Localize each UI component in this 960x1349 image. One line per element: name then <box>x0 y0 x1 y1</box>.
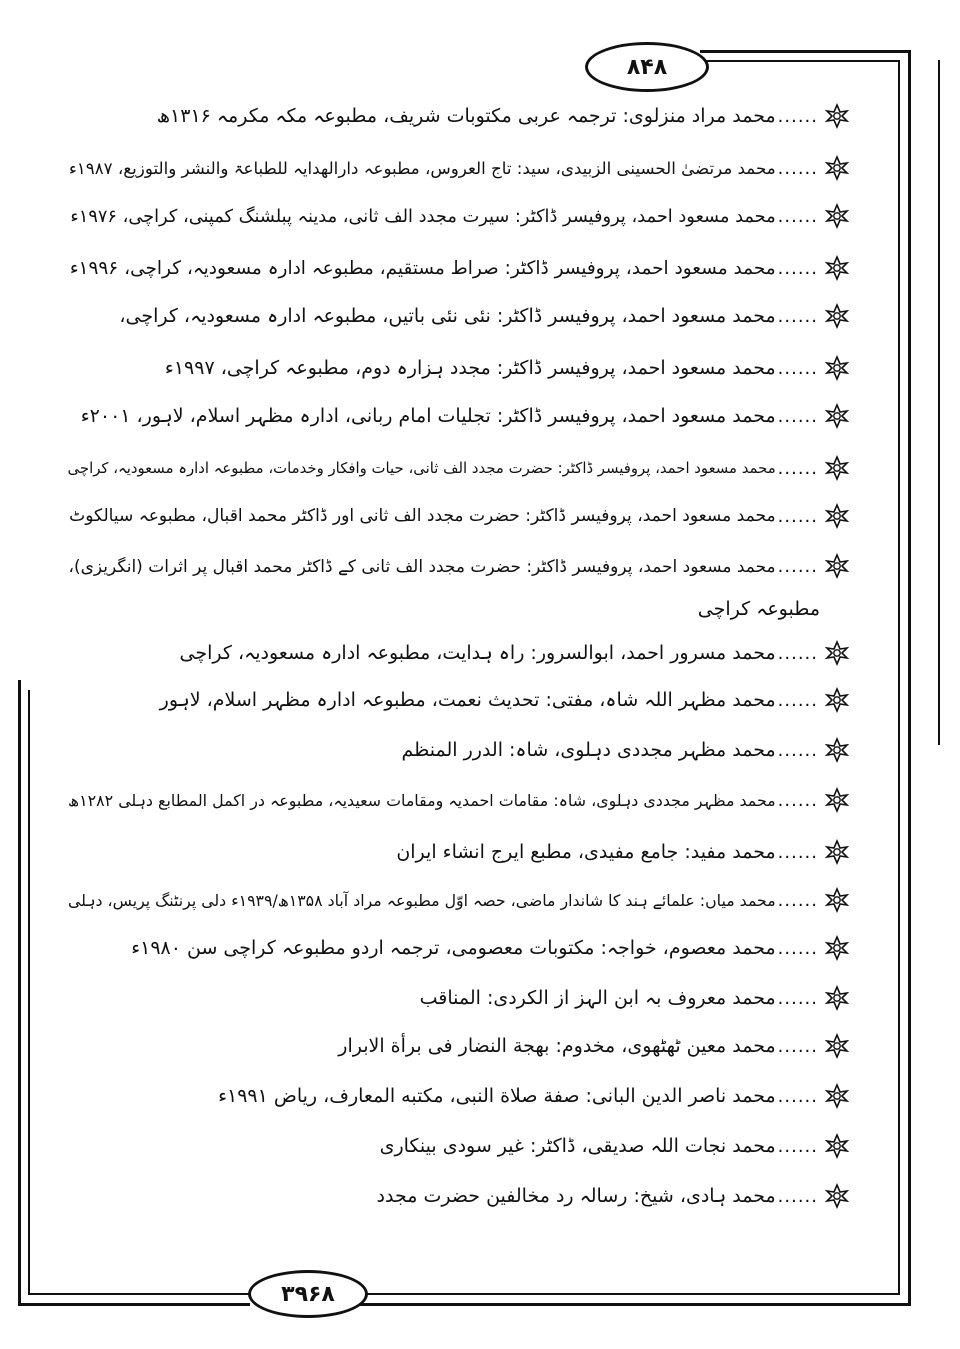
star-bullet-icon <box>824 203 850 229</box>
bibliography-entry <box>338 1028 850 1064</box>
bibliography-entry <box>380 1128 850 1164</box>
leader-dots: ...... <box>777 987 818 1009</box>
entry-text: محمد مظہر مجددی دہلوی، شاہ: الدرر المنظم <box>401 739 776 761</box>
star-bullet-icon <box>824 303 850 329</box>
top-page-number-text: ۸۴۸ <box>626 54 668 80</box>
star-bullet-icon <box>824 403 850 429</box>
entry-text: محمد مسرور احمد، ابوالسرور: راہ ہدایت، مطبوعہ ادارہ مسعودیہ، کراچی <box>179 642 776 664</box>
bibliography-entry <box>377 1178 850 1214</box>
leader-dots: ...... <box>777 555 818 577</box>
star-bullet-icon <box>824 1133 850 1159</box>
star-bullet-icon <box>824 1083 850 1109</box>
bibliography-entry <box>180 635 850 671</box>
entry-text: محمد میاں: علمائے ہند کا شاندار ماضی، حصہ اوّل مطبوعہ مراد آباد ۱۳۵۸ھ/۱۹۳۹ء دلی پرنٹنگ پریس، دہلی <box>67 890 776 910</box>
star-bullet-icon <box>824 839 850 865</box>
leader-dots: ...... <box>777 105 818 127</box>
leader-dots: ...... <box>777 841 818 863</box>
entry-text: محمد مسعود احمد، پروفیسر ڈاکٹر: حضرت مجدد الف ثانی کے ڈاکٹر محمد اقبال پر اثرات (انگریزی)، <box>68 556 776 577</box>
entry-text: محمد مسعود احمد، پروفیسر ڈاکٹر: حضرت مجدد الف ثانی اور ڈاکٹر محمد اقبال، مطبوعہ سیالکوٹ <box>69 506 776 526</box>
leader-dots: ...... <box>777 789 818 811</box>
star-bullet-icon <box>824 985 850 1011</box>
bottom-page-number <box>248 1270 368 1318</box>
entry-text: محمد مسعود احمد، پروفیسر ڈاکٹر: مجدد ہزارہ دوم، مطبوعہ کراچی، ۱۹۹۷ء <box>164 357 776 379</box>
frame-bottom-right-outer <box>360 1303 911 1306</box>
entry-text: محمد معین ٹھٹھوی، مخدوم: بھجة النضار فی برأة الابرار <box>338 1035 776 1057</box>
frame-top-line-inner <box>700 60 900 62</box>
leader-dots: ...... <box>777 357 818 379</box>
entry-text: محمد نجات اللہ صدیقی، ڈاکٹر: غیر سودی بینکاری <box>379 1135 776 1157</box>
leader-dots: ...... <box>777 457 818 479</box>
entry-text: محمد مظہر اللہ شاہ، مفتی: تحدیث نعمت، مطبوعہ ادارہ مظہر اسلام، لاہور <box>159 689 776 711</box>
bibliography-entry <box>218 1078 850 1114</box>
bibliography-entry <box>68 450 850 486</box>
top-page-number <box>585 42 709 92</box>
entry-text: محمد مظہر مجددی دہلوی، شاہ: مقامات احمدیہ ومقامات سعیدیہ، مطبوعہ در اکمل المطابع دہلی ۱۲۸۲ھ <box>68 790 776 810</box>
leader-dots: ...... <box>777 1135 818 1157</box>
bibliography-entry <box>68 882 850 918</box>
entry-text: محمد مسعود احمد، پروفیسر ڈاکٹر: نئی نئی باتیں، مطبوعہ ادارہ مسعودیہ، کراچی، <box>119 305 776 327</box>
bibliography-entry <box>160 682 850 718</box>
star-bullet-icon <box>824 887 850 913</box>
frame-mid-divider <box>938 60 940 745</box>
frame-right-line-inner <box>898 60 900 1295</box>
entry-text: محمد معروف بہ ابن الہز از الکردی: المناقب <box>419 987 776 1009</box>
star-bullet-icon <box>824 935 850 961</box>
frame-top-line-outer <box>700 50 910 53</box>
leader-dots: ...... <box>777 1085 818 1107</box>
entry-text: محمد ہادی، شیخ: رسالہ رد مخالفین حضرت مجدد <box>376 1185 776 1207</box>
star-bullet-icon <box>824 1033 850 1059</box>
star-bullet-icon <box>824 455 850 481</box>
leader-dots: ...... <box>777 405 818 427</box>
leader-dots: ...... <box>777 205 818 227</box>
star-bullet-icon <box>824 255 850 281</box>
bibliography-entry <box>70 250 850 286</box>
bottom-page-number-text: ۳۹۶۸ <box>281 1281 335 1307</box>
leader-dots: ...... <box>777 642 818 664</box>
bibliography-entry <box>69 150 850 186</box>
star-bullet-icon <box>824 787 850 813</box>
bibliography-entry <box>420 980 850 1016</box>
frame-bottom-line-outer <box>18 1303 250 1306</box>
frame-right-line-outer <box>908 50 911 1305</box>
entry-text: محمد مسعود احمد، پروفیسر ڈاکٹر: صراط مستقیم، مطبوعہ ادارہ مسعودیہ، کراچی، ۱۹۹۶ء <box>69 257 776 279</box>
frame-left-line-outer <box>18 680 21 1305</box>
frame-bottom-line-inner <box>28 1293 250 1295</box>
leader-dots: ...... <box>777 937 818 959</box>
entry-text: محمد مرتضیٰ الحسینی الزبیدی، سید: تاج العروس، مطبوعہ دارالھدایہ للطباعۃ والنشر والتوزیع، ۱۹۸۷ء <box>68 158 776 178</box>
bibliography-entry <box>131 930 850 966</box>
bibliography-entry <box>69 498 850 534</box>
leader-dots: ...... <box>777 889 818 911</box>
leader-dots: ...... <box>777 739 818 761</box>
leader-dots: ...... <box>777 689 818 711</box>
entry-text: محمد معصوم، خواجہ: مکتوبات معصومی، ترجمہ اردو مطبوعہ کراچی سن ۱۹۸۰ء <box>131 937 776 959</box>
leader-dots: ...... <box>777 1035 818 1057</box>
bibliography-entry <box>402 732 850 768</box>
bibliography-entry <box>396 834 850 870</box>
star-bullet-icon <box>824 355 850 381</box>
bibliography-entry <box>119 298 850 334</box>
entry-continuation: مطبوعہ کراچی <box>697 598 820 620</box>
bibliography-entry <box>68 782 850 818</box>
star-bullet-icon <box>824 103 850 129</box>
star-bullet-icon <box>824 553 850 579</box>
star-bullet-icon <box>824 503 850 529</box>
entry-text: محمد مراد منزلوی: ترجمہ عربی مکتوبات شریف، مطبوعہ مکہ مکرمہ ۱۳۱۶ھ <box>156 105 776 127</box>
star-bullet-icon <box>824 155 850 181</box>
entry-text: محمد مسعود احمد، پروفیسر ڈاکٹر: تجلیات امام ربانی، ادارہ مظہر اسلام، لاہور، ۲۰۰۱ء <box>80 405 776 427</box>
bibliography-entry <box>165 350 850 386</box>
star-bullet-icon <box>824 640 850 666</box>
leader-dots: ...... <box>777 257 818 279</box>
leader-dots: ...... <box>777 305 818 327</box>
frame-bottom-right-inner <box>360 1293 900 1295</box>
bibliography-entry <box>68 548 850 584</box>
bibliography-entry <box>157 98 850 134</box>
leader-dots: ...... <box>777 157 818 179</box>
entry-text: محمد مسعود احمد، پروفیسر ڈاکٹر: سیرت مجدد الف ثانی، مدینہ پبلشنگ کمپنی، کراچی، ۱۹۷۶ء <box>70 205 776 227</box>
star-bullet-icon <box>824 687 850 713</box>
entry-text: محمد مسعود احمد، پروفیسر ڈاکٹر: حضرت مجدد الف ثانی، حیات وافکار وخدمات، مطبوعہ ادارہ مسعودیہ، کراچی <box>67 459 776 477</box>
frame-left-line-inner <box>28 690 30 1295</box>
bibliography-entry <box>70 198 850 234</box>
leader-dots: ...... <box>777 505 818 527</box>
entry-text: محمد مفید: جامع مفیدی، مطبع ایرج انشاء ایران <box>396 841 776 863</box>
star-bullet-icon <box>824 1183 850 1209</box>
entry-text: محمد ناصر الدین البانی: صفة صلاة النبی، مکتبه المعارف، ریاض ۱۹۹۱ء <box>218 1085 776 1107</box>
bibliography-entry <box>81 398 850 434</box>
leader-dots: ...... <box>777 1185 818 1207</box>
star-bullet-icon <box>824 737 850 763</box>
